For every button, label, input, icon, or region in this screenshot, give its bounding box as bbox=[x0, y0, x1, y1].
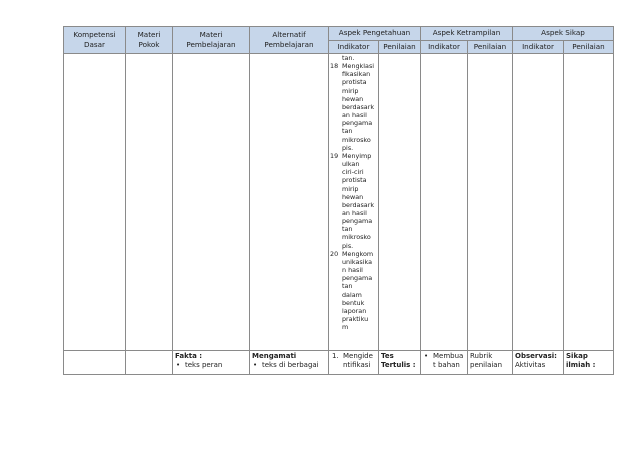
list-item: • teks peran bbox=[175, 361, 247, 370]
cell-penilaian-ketrampilan: Rubrik penilaian bbox=[468, 351, 513, 375]
header-materi-pokok: Materi Pokok bbox=[126, 27, 173, 54]
cell-kompetensi-dasar bbox=[64, 351, 126, 375]
table-row bbox=[64, 351, 614, 375]
header-kompetensi-dasar: Kompetensi Dasar bbox=[64, 27, 126, 54]
indicator-item: 18 Mengklasi fikasikan protista mirip hewan berdasark an hasil pengama tan mikrosko pis. bbox=[330, 62, 375, 152]
list-item: • teks di berbagai bbox=[252, 361, 326, 370]
subheader-penilaian-pengetahuan: Penilaian bbox=[379, 41, 421, 54]
cell-indikator-pengetahuan bbox=[329, 54, 379, 351]
indicator-item: 20 Mengkom unikasika n hasil pengama tan dalam bentuk laporan praktiku m bbox=[330, 249, 374, 332]
cell-indikator-pengetahuan: 1. Mengide ntifikasi bbox=[329, 351, 379, 375]
cell-penilaian-pengetahuan: Tes Tertulis : bbox=[379, 351, 421, 375]
list-item: • Membua t bahan bbox=[423, 352, 465, 370]
header-alternatif-pembelajaran: Alternatif Pembelajaran bbox=[250, 27, 329, 54]
cell-indikator-ketrampilan bbox=[421, 54, 468, 351]
header-aspek-sikap: Aspek Sikap bbox=[513, 27, 614, 41]
cell-alternatif: Mengamati • teks di berbagai bbox=[250, 351, 329, 375]
indicator-item: tan. bbox=[342, 54, 355, 62]
table-row bbox=[64, 54, 614, 351]
cell-materi-pokok bbox=[126, 54, 173, 351]
cell-indikator-ketrampilan bbox=[421, 351, 468, 375]
subheader-indikator-pengetahuan: Indikator bbox=[329, 41, 379, 54]
cell-alternatif bbox=[250, 54, 329, 351]
competency-table bbox=[63, 26, 614, 375]
cell-indikator-sikap: Observasi: Aktivitas bbox=[513, 351, 564, 375]
subheader-penilaian-ketrampilan: Penilaian bbox=[468, 41, 513, 54]
subheader-penilaian-sikap: Penilaian bbox=[564, 41, 614, 54]
header-materi-pembelajaran: Materi Pembelajaran bbox=[173, 27, 250, 54]
cell-penilaian-sikap: Sikap ilmiah : bbox=[564, 351, 614, 375]
indicator-item: 19 Menyimp ulkan ciri-ciri protista mirip hewan berdasark an hasil pengama tan mikrosko pis. bbox=[330, 151, 375, 250]
cell-penilaian-sikap bbox=[564, 54, 614, 351]
header-aspek-ketrampilan: Aspek Ketrampilan bbox=[421, 27, 513, 41]
subheader-indikator-sikap: Indikator bbox=[513, 41, 564, 54]
cell-kompetensi-dasar bbox=[64, 54, 126, 351]
header-aspek-pengetahuan: Aspek Pengetahuan bbox=[329, 27, 421, 41]
cell-materi-pembelajaran bbox=[173, 54, 250, 351]
cell-materi-pokok bbox=[126, 351, 173, 375]
cell-indikator-sikap bbox=[513, 54, 564, 351]
cell-materi-pembelajaran: Fakta : • teks peran bbox=[173, 351, 250, 375]
cell-penilaian-pengetahuan bbox=[379, 54, 421, 351]
cell-penilaian-ketrampilan bbox=[468, 54, 513, 351]
subheader-indikator-ketrampilan: Indikator bbox=[421, 41, 468, 54]
